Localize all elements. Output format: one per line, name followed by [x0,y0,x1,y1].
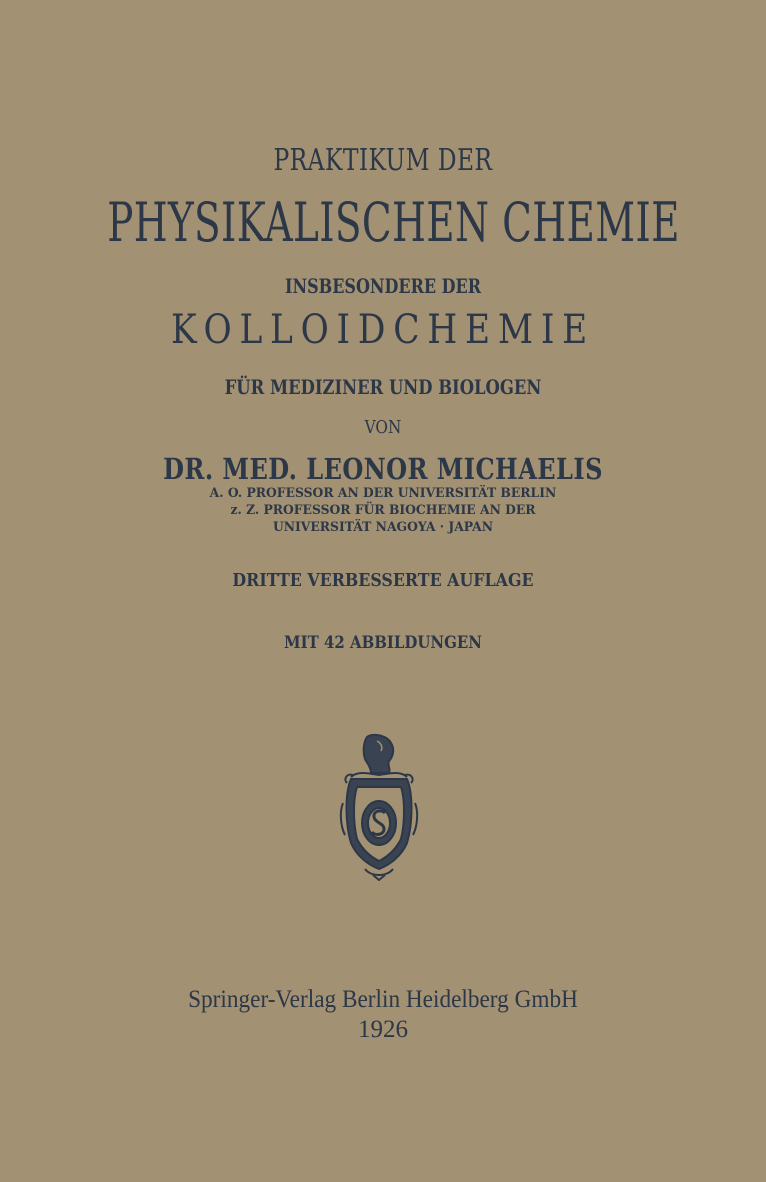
publication-year: 1926 [358,1016,408,1043]
by-line: VON [364,417,402,438]
title-line-1: PRAKTIKUM DER [273,143,493,178]
author-affiliation-3: UNIVERSITÄT NAGOYA · JAPAN [272,520,494,535]
main-title: PHYSIKALISCHEN CHEMIE [107,191,680,254]
publisher-name: Springer-Verlag Berlin Heidelberg GmbH [188,986,578,1013]
audience-line: FÜR MEDIZINER UND BIOLOGEN [224,375,542,399]
subtitle: KOLLOIDCHEMIE [170,307,596,353]
author-affiliation-2: z. Z. PROFESSOR FÜR BIOCHEMIE AN DER [230,503,536,518]
springer-knight-emblem-icon [337,733,421,881]
title-line-3: INSBESONDERE DER [285,274,481,298]
author-name: DR. MED. LEONOR MICHAELIS [163,452,603,486]
author-affiliation-1: A. O. PROFESSOR AN DER UNIVERSITÄT BERLIN [209,486,557,501]
illustrations-count: MIT 42 ABBILDUNGEN [284,633,482,653]
edition: DRITTE VERBESSERTE AUFLAGE [232,570,534,591]
